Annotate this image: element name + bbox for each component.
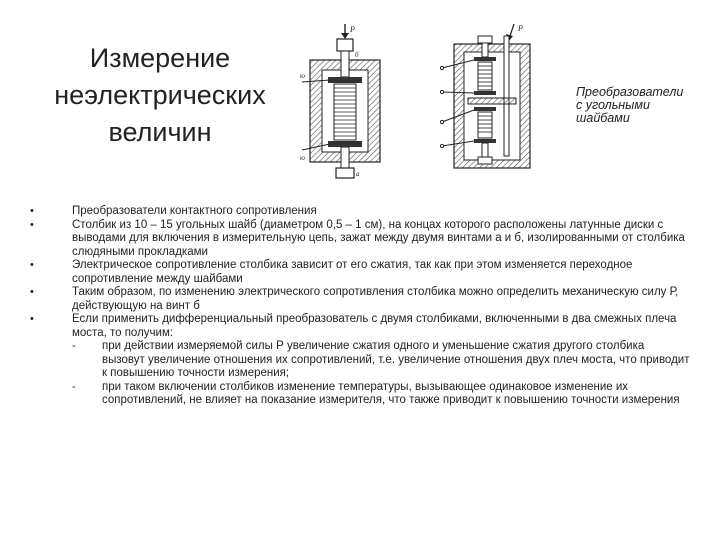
caption-line-3: шайбами [576, 111, 630, 125]
svg-text:б: б [355, 51, 359, 59]
caption-line-1: Преобразователи [576, 85, 684, 99]
force-label: P [350, 25, 355, 34]
bullet-list [30, 205, 690, 408]
caption-line-2: с угольными [576, 98, 650, 112]
bullet-item-text: Если применить дифференциальный преобразователь с двумя столбиками, включенными в два смежных плеча моста, то получим: [72, 313, 677, 339]
svg-text:ю: ю [300, 154, 305, 162]
sub-item: - при действии измеряемой силы Р увеличение сжатия одного и уменьшение сжатия другого столбика вызовут увеличение отношения их сопротивлений, т.е. увеличение отношения двух плеч моста, что приводит к повышению точности измерения; [72, 340, 690, 381]
sub-item-list [72, 340, 690, 408]
svg-text:а: а [356, 170, 360, 178]
figure-caption [576, 86, 686, 125]
svg-text:ю: ю [300, 72, 305, 80]
differential-pile-diagram [438, 22, 540, 178]
svg-text:P: P [518, 24, 523, 33]
single-pile-diagram [300, 22, 410, 184]
slide-title [40, 40, 280, 151]
title-line-1: Измерение [89, 43, 231, 73]
bullet-item: • Столбик из 10 – 15 угольных шайб (диаметром 0,5 – 1 см), на концах которого расположены латунные диски с выводами для включения в измерительную цепь, зажат между двумя винтами а и б, изолированными от столбика слюдяными прокладками [30, 219, 690, 260]
title-line-3: величин [108, 117, 212, 147]
bullet-item [30, 313, 690, 408]
bullet-item: • Преобразователи контактного сопротивления [30, 205, 690, 219]
title-line-2: неэлектрических [54, 80, 266, 110]
bullet-item: • Таким образом, по изменению электрического сопротивления столбика можно определить механическую силу Р, действующую на винт б [30, 286, 690, 313]
bullet-item: • Электрическое сопротивление столбика зависит от его сжатия, так как при этом изменяется переходное сопротивление между шайбами [30, 259, 690, 286]
sub-item: - при таком включении столбиков изменение температуры, вызывающее одинаковое изменение их сопротивлений, не влияет на показание измерителя, что также приводит к повышению точности измерения [72, 381, 690, 408]
